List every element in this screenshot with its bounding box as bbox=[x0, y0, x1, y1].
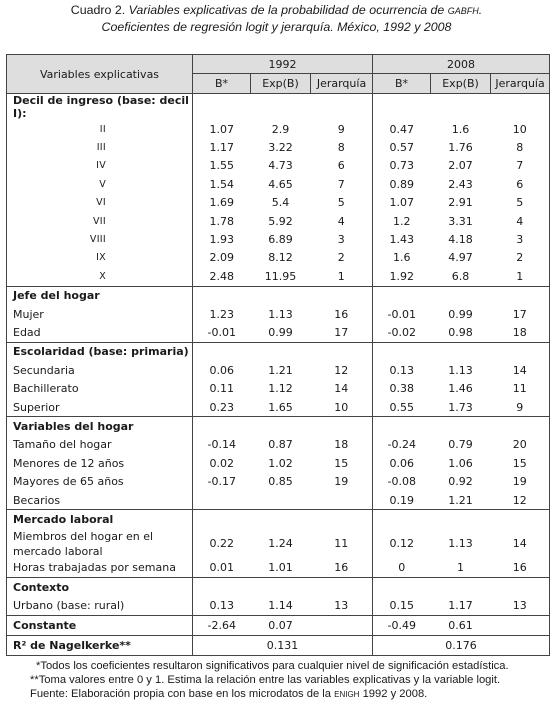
cell-jer-1992: 14 bbox=[311, 379, 373, 397]
header-jer-2008: Jerarquía bbox=[491, 74, 550, 94]
cell-jer-1992: 6 bbox=[311, 157, 373, 175]
cell-exp-2008: 1.17 bbox=[431, 596, 491, 615]
cell-b-2008: -0.08 bbox=[387, 475, 417, 489]
cell-jer-1992: 13 bbox=[311, 596, 373, 615]
row-label: Mayores de 65 años bbox=[7, 472, 193, 490]
table-row bbox=[7, 454, 550, 472]
cell-b-2008: 1.6 bbox=[393, 251, 411, 265]
cell-exp-1992: 0.07 bbox=[251, 615, 311, 635]
cell-exp-1992: 1.13 bbox=[268, 307, 293, 321]
cell-b-1992: 0.01 bbox=[193, 559, 251, 578]
table-row bbox=[7, 305, 550, 323]
cell-jer-2008: 18 bbox=[491, 323, 550, 342]
header-b-2008: B* bbox=[373, 74, 431, 94]
cell-jer-2008: 13 bbox=[491, 596, 550, 615]
cell-b-1992: -0.01 bbox=[193, 323, 251, 342]
cell-jer-2008: 10 bbox=[491, 120, 550, 138]
row-label: Constante bbox=[7, 615, 193, 635]
cell-jer-2008: 17 bbox=[491, 305, 550, 323]
cell-exp-1992: 11.95 bbox=[251, 267, 311, 286]
cell-jer-2008: 15 bbox=[491, 454, 550, 472]
row-label: Bachillerato bbox=[7, 379, 193, 397]
cell-exp-2008: 1.76 bbox=[448, 141, 473, 155]
cell-jer-1992: 15 bbox=[311, 454, 373, 472]
table-row bbox=[7, 120, 550, 138]
cell-exp-1992: 3.22 bbox=[268, 141, 293, 155]
cell-b-1992: 0.13 bbox=[193, 596, 251, 615]
cell-jer-1992 bbox=[311, 491, 373, 510]
cell-b-2008: 0.47 bbox=[389, 122, 415, 136]
cell-b-2008: 0.13 bbox=[389, 363, 415, 377]
cell-b-1992: 2.09 bbox=[209, 251, 234, 265]
cell-r2-2008: 0.176 bbox=[373, 635, 550, 655]
cell-exp-1992: 1.02 bbox=[268, 456, 293, 470]
cell-b-2008: 0.12 bbox=[389, 537, 415, 551]
table-row bbox=[7, 230, 550, 248]
row-label: Horas trabajadas por semana bbox=[7, 559, 193, 578]
cell-jer-2008: 2 bbox=[491, 249, 550, 267]
cell-b-2008: 0.19 bbox=[373, 491, 431, 510]
section-mercado bbox=[7, 510, 550, 529]
cell-exp-2008: 4.97 bbox=[448, 251, 473, 265]
table-row bbox=[7, 175, 550, 193]
cell-exp-1992: 4.65 bbox=[268, 177, 293, 191]
cell-exp-2008: 6.8 bbox=[431, 267, 491, 286]
table-row bbox=[7, 194, 550, 212]
cell-exp-1992: 0.99 bbox=[251, 323, 311, 342]
cell-exp-1992: 0.85 bbox=[268, 475, 293, 489]
row-label: Superior bbox=[7, 398, 193, 417]
row-label: VI bbox=[7, 194, 193, 212]
row-label: X bbox=[7, 267, 193, 286]
cell-b-2008: 1.92 bbox=[373, 267, 431, 286]
cell-exp-2008: 1.6 bbox=[451, 122, 470, 136]
cell-jer-1992: 18 bbox=[311, 436, 373, 454]
header-year-2008: 2008 bbox=[373, 55, 550, 74]
section-label: Decil de ingreso (base: decil I): bbox=[7, 94, 193, 121]
cell-b-2008: -0.24 bbox=[387, 438, 417, 452]
regression-table bbox=[6, 54, 550, 656]
header-exp-1992: Exp(B) bbox=[251, 74, 311, 94]
cell-jer-2008: 7 bbox=[491, 157, 550, 175]
table-row bbox=[7, 323, 550, 342]
cell-b-2008: 0.06 bbox=[389, 456, 415, 470]
header-row-years bbox=[7, 55, 550, 74]
cell-b-2008: 0.89 bbox=[389, 177, 415, 191]
note-source-years: 1992 y 2008. bbox=[362, 688, 428, 700]
cell-jer-2008: 3 bbox=[491, 230, 550, 248]
row-label: Menores de 12 años bbox=[7, 454, 193, 472]
header-variables: Variables explicativas bbox=[7, 55, 193, 94]
cell-jer-1992: 10 bbox=[311, 398, 373, 417]
cell-b-2008: 0.38 bbox=[389, 382, 415, 396]
cell-b-1992: 1.54 bbox=[209, 177, 234, 191]
cell-jer-2008: 20 bbox=[491, 436, 550, 454]
table-row bbox=[7, 559, 550, 578]
cell-exp-2008: 1.13 bbox=[448, 363, 473, 377]
cell-jer-1992: 1 bbox=[311, 267, 373, 286]
cell-exp-1992: 4.73 bbox=[268, 159, 293, 173]
note-significance: *Todos los coeficientes resultaron significativos para cualquier nivel de significación estadística. bbox=[36, 660, 509, 672]
cell-exp-2008: 1.46 bbox=[448, 382, 473, 396]
cell-b-1992: 1.07 bbox=[209, 122, 234, 136]
cell-exp-1992: 1.24 bbox=[268, 537, 293, 551]
section-contexto bbox=[7, 577, 550, 596]
row-label: IX bbox=[7, 249, 193, 267]
cell-exp-2008: 2.43 bbox=[448, 177, 473, 191]
cell-b-1992: 0.06 bbox=[209, 363, 234, 377]
cell-exp-1992: 1.14 bbox=[251, 596, 311, 615]
cell-exp-2008: 2.07 bbox=[448, 159, 473, 173]
cell-b-2008: 1.43 bbox=[389, 233, 415, 247]
header-year-1992: 1992 bbox=[193, 55, 373, 74]
cell-jer-1992: 2 bbox=[311, 249, 373, 267]
cell-jer-1992: 5 bbox=[311, 194, 373, 212]
cell-exp-1992: 1.21 bbox=[268, 363, 293, 377]
cell-jer-1992: 4 bbox=[311, 212, 373, 230]
cell-jer-2008: 14 bbox=[491, 361, 550, 379]
cell-exp-2008: 1 bbox=[431, 559, 491, 578]
row-label: Secundaria bbox=[7, 361, 193, 379]
cell-b-1992: 1.17 bbox=[209, 141, 234, 155]
section-label: Contexto bbox=[7, 577, 193, 596]
cell-b-2008: -0.02 bbox=[373, 323, 431, 342]
table-row bbox=[7, 249, 550, 267]
table-row bbox=[7, 379, 550, 397]
cell-b-2008: 1.2 bbox=[393, 214, 411, 228]
cell-exp-1992: 8.12 bbox=[268, 251, 293, 265]
cell-b-2008: 0.73 bbox=[389, 159, 415, 173]
cell-jer-1992: 11 bbox=[311, 529, 373, 559]
cell-b-1992: 1.55 bbox=[209, 159, 234, 173]
cell-exp-1992: 0.87 bbox=[268, 438, 293, 452]
table-row bbox=[7, 529, 550, 559]
cell-b-2008: 0.57 bbox=[389, 141, 415, 155]
cell-b-1992: 2.48 bbox=[193, 267, 251, 286]
cell-b-1992: -0.17 bbox=[207, 475, 236, 489]
note-source bbox=[14, 687, 549, 701]
cell-exp-2008: 1.13 bbox=[448, 537, 473, 551]
cell-jer-2008: 19 bbox=[491, 472, 550, 490]
cell-jer-1992: 19 bbox=[311, 472, 373, 490]
cell-b-1992: 1.93 bbox=[209, 233, 234, 247]
row-label: Miembros del hogar en el mercado laboral bbox=[7, 529, 193, 559]
cell-exp-1992: 1.65 bbox=[251, 398, 311, 417]
note-nagelkerke: **Toma valores entre 0 y 1. Estima la relación entre las variables explicativas y la variable logit. bbox=[30, 674, 501, 686]
section-label: Jefe del hogar bbox=[7, 286, 193, 305]
cell-jer-2008: 6 bbox=[491, 175, 550, 193]
cell-b-2008: 0.15 bbox=[373, 596, 431, 615]
table-row bbox=[7, 138, 550, 156]
section-label: Mercado laboral bbox=[7, 510, 193, 529]
cell-b-1992 bbox=[193, 491, 251, 510]
table-row bbox=[7, 491, 550, 510]
cell-exp-1992: 1.12 bbox=[268, 382, 293, 396]
cell-b-2008: 0.55 bbox=[373, 398, 431, 417]
cell-exp-2008: 0.61 bbox=[431, 615, 491, 635]
cell-jer-1992: 7 bbox=[311, 175, 373, 193]
section-jefe bbox=[7, 286, 550, 305]
table-row bbox=[7, 157, 550, 175]
cell-exp-2008: 0.79 bbox=[448, 438, 473, 452]
header-jer-1992: Jerarquía bbox=[311, 74, 373, 94]
section-hogar bbox=[7, 417, 550, 436]
table-row bbox=[7, 361, 550, 379]
cell-exp-2008: 4.18 bbox=[448, 233, 473, 247]
table-row bbox=[7, 436, 550, 454]
table-row bbox=[7, 472, 550, 490]
cell-exp-1992 bbox=[251, 491, 311, 510]
cell-exp-1992: 5.92 bbox=[268, 214, 293, 228]
constant-row bbox=[7, 615, 550, 635]
cell-jer-2008: 14 bbox=[491, 529, 550, 559]
cell-b-1992: 0.22 bbox=[209, 537, 234, 551]
cell-exp-2008: 0.98 bbox=[431, 323, 491, 342]
cell-exp-2008: 1.06 bbox=[448, 456, 473, 470]
cell-b-1992: 0.02 bbox=[209, 456, 234, 470]
cell-jer-2008: 8 bbox=[491, 138, 550, 156]
row-label: Mujer bbox=[7, 305, 193, 323]
row-label: Becarios bbox=[7, 491, 193, 510]
note-source-text: Fuente: Elaboración propia con base en los microdatos de la bbox=[30, 688, 332, 700]
table-row bbox=[7, 212, 550, 230]
row-label: V bbox=[7, 175, 193, 193]
cell-b-2008: -0.01 bbox=[387, 307, 417, 321]
cell-b-1992: 1.69 bbox=[209, 196, 234, 210]
cell-jer-1992: 9 bbox=[311, 120, 373, 138]
cell-exp-2008: 3.31 bbox=[448, 214, 473, 228]
row-label: VIII bbox=[7, 230, 193, 248]
cell-jer-1992: 12 bbox=[311, 361, 373, 379]
cell-b-1992: 0.23 bbox=[193, 398, 251, 417]
cell-exp-2008: 1.21 bbox=[431, 491, 491, 510]
row-label: III bbox=[7, 138, 193, 156]
row-label: Edad bbox=[7, 323, 193, 342]
cell-b-1992: 0.11 bbox=[209, 382, 234, 396]
cell-jer-1992: 8 bbox=[311, 138, 373, 156]
row-label: Urbano (base: rural) bbox=[7, 596, 193, 615]
cell-b-1992: 1.23 bbox=[209, 307, 234, 321]
cell-jer-1992: 3 bbox=[311, 230, 373, 248]
cell-jer-1992: 16 bbox=[311, 559, 373, 578]
r2-row bbox=[7, 635, 550, 655]
cell-b-1992: 1.78 bbox=[209, 214, 234, 228]
cell-exp-2008: 2.91 bbox=[448, 196, 473, 210]
cell-b-1992: -0.14 bbox=[207, 438, 236, 452]
title-abbreviation: gabfh. bbox=[447, 3, 483, 17]
cell-jer-2008: 16 bbox=[491, 559, 550, 578]
row-label: II bbox=[7, 120, 193, 138]
table-notes bbox=[14, 659, 549, 701]
cell-exp-1992: 1.01 bbox=[251, 559, 311, 578]
cell-jer-2008: 9 bbox=[491, 398, 550, 417]
section-decil bbox=[7, 94, 550, 121]
section-label: Variables del hogar bbox=[7, 417, 193, 436]
cell-exp-1992: 5.4 bbox=[271, 196, 290, 210]
cell-b-2008: 0 bbox=[373, 559, 431, 578]
cell-jer-2008: 1 bbox=[491, 267, 550, 286]
table-number: Cuadro 2. bbox=[70, 3, 126, 17]
cell-exp-2008: 0.92 bbox=[448, 475, 473, 489]
section-escolaridad bbox=[7, 342, 550, 361]
cell-jer-2008: 4 bbox=[491, 212, 550, 230]
note-source-abbr: enigh bbox=[334, 688, 360, 700]
cell-exp-1992: 2.9 bbox=[271, 122, 290, 136]
header-exp-2008: Exp(B) bbox=[431, 74, 491, 94]
cell-exp-2008: 1.73 bbox=[431, 398, 491, 417]
section-label: Escolaridad (base: primaria) bbox=[7, 342, 193, 361]
cell-jer-1992: 17 bbox=[311, 323, 373, 342]
table-row bbox=[7, 267, 550, 286]
row-label: R² de Nagelkerke** bbox=[7, 635, 193, 655]
cell-b-2008: 1.07 bbox=[389, 196, 415, 210]
row-label: Tamaño del hogar bbox=[7, 436, 193, 454]
header-b-1992: B* bbox=[193, 74, 251, 94]
cell-jer-2008: 5 bbox=[491, 194, 550, 212]
table-row bbox=[7, 596, 550, 615]
cell-r2-1992: 0.131 bbox=[193, 635, 373, 655]
table-title bbox=[0, 2, 553, 36]
row-label: VII bbox=[7, 212, 193, 230]
title-line-2: Coeficientes de regresión logit y jerarquía. México, 1992 y 2008 bbox=[101, 20, 452, 34]
row-label: IV bbox=[7, 157, 193, 175]
cell-jer-2008: 11 bbox=[491, 379, 550, 397]
cell-b-1992: -2.64 bbox=[193, 615, 251, 635]
cell-jer-2008: 12 bbox=[491, 491, 550, 510]
cell-exp-1992: 6.89 bbox=[268, 233, 293, 247]
cell-b-2008: -0.49 bbox=[373, 615, 431, 635]
cell-jer-1992: 16 bbox=[311, 305, 373, 323]
table-row bbox=[7, 398, 550, 417]
cell-exp-2008: 0.99 bbox=[448, 307, 473, 321]
title-line-1: Variables explicativas de la probabilidad de ocurrencia de bbox=[128, 3, 445, 17]
